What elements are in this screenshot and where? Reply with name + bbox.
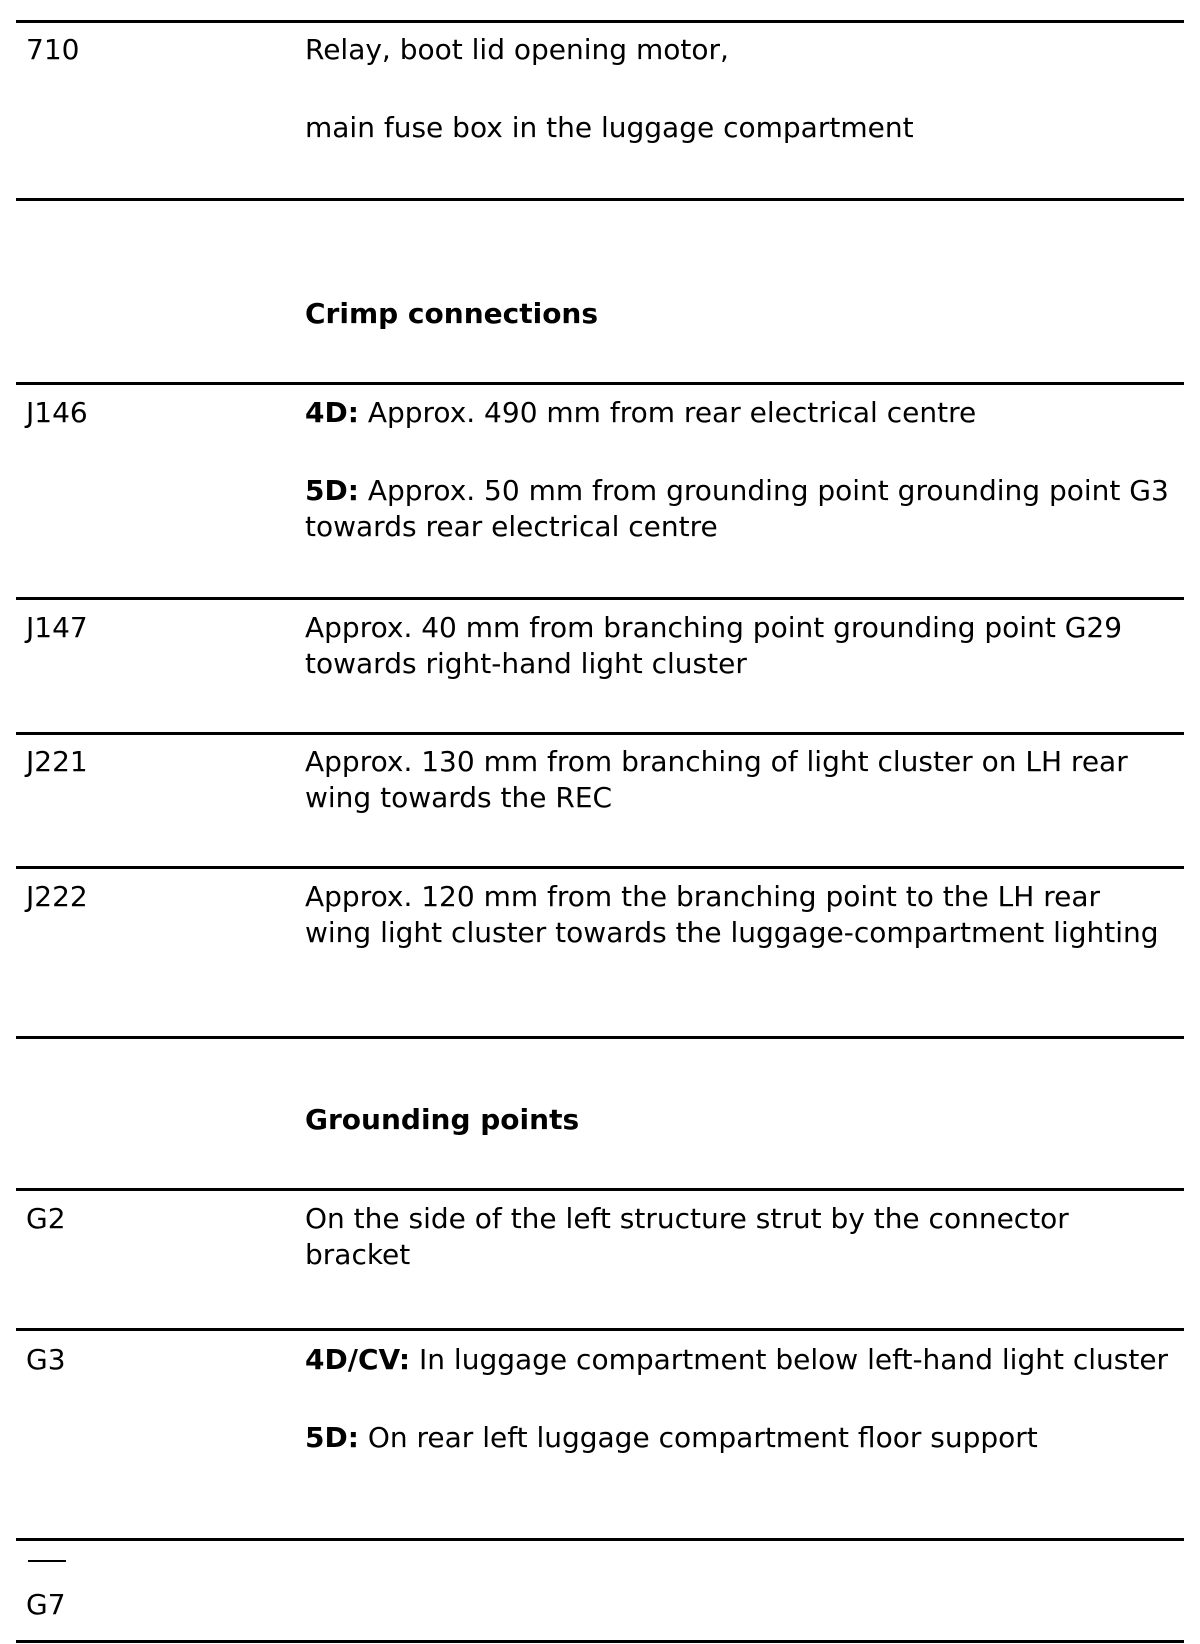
- description-j146-4d-text: Approx. 490 mm from rear electrical centre: [358, 396, 977, 429]
- description-g3-4dcv: [305, 1342, 1175, 1378]
- rule-after-j222: [16, 1036, 1184, 1039]
- description-j146-5d: [305, 473, 1175, 545]
- code-j146: J146: [26, 396, 88, 429]
- code-j222: J222: [26, 880, 88, 913]
- code-g3: G3: [26, 1343, 66, 1376]
- code-g7: G7: [26, 1588, 66, 1621]
- rule-after-grounding-heading: [16, 1188, 1184, 1191]
- variant-label-4dcv: 4D/CV:: [305, 1343, 411, 1376]
- description-g3-4dcv-text: In luggage compartment below left-hand light cluster: [410, 1343, 1169, 1376]
- description-g3-5d-text: On rear left luggage compartment floor support: [358, 1421, 1038, 1454]
- code-g2: G2: [26, 1202, 66, 1235]
- rule-after-g3: [16, 1538, 1184, 1541]
- rule-after-crimp-heading: [16, 382, 1184, 385]
- description-710: [305, 32, 1175, 146]
- description-j222: Approx. 120 mm from the branching point to the LH rear wing light cluster towards the luggage-compartment lighting: [305, 880, 1159, 949]
- rule-after-j221: [16, 866, 1184, 869]
- description-j146-5d-text: Approx. 50 mm from grounding point grounding point G3 towards rear electrical centre: [305, 474, 1169, 543]
- section-heading-crimp-connections: Crimp connections: [305, 297, 599, 330]
- description-g2: On the side of the left structure strut by the connector bracket: [305, 1202, 1069, 1271]
- rule-bottom: [16, 1640, 1184, 1643]
- rule-after-j146: [16, 597, 1184, 600]
- code-710: 710: [26, 33, 80, 66]
- section-heading-grounding-points: Grounding points: [305, 1103, 580, 1136]
- description-g3-5d: [305, 1420, 1175, 1456]
- variant-label-5d: 5D:: [305, 474, 359, 507]
- rule-after-710: [16, 198, 1184, 201]
- code-j221: J221: [26, 745, 88, 778]
- description-j146: [305, 395, 1175, 545]
- variant-label-5d-g3: 5D:: [305, 1421, 359, 1454]
- rule-top: [16, 20, 1184, 23]
- description-j147: Approx. 40 mm from branching point grounding point G29 towards right-hand light cluster: [305, 611, 1123, 680]
- cut-off-text-fragment: [28, 1560, 66, 1562]
- rule-after-g2: [16, 1328, 1184, 1331]
- rule-after-j147: [16, 732, 1184, 735]
- variant-label-4d: 4D:: [305, 396, 359, 429]
- description-g3: [305, 1342, 1175, 1456]
- description-710-line1: Relay, boot lid opening motor,: [305, 33, 729, 66]
- description-710-line2: main fuse box in the luggage compartment: [305, 111, 914, 144]
- description-j146-4d: [305, 395, 1175, 431]
- description-j221: Approx. 130 mm from branching of light cluster on LH rear wing towards the REC: [305, 745, 1128, 814]
- code-j147: J147: [26, 611, 88, 644]
